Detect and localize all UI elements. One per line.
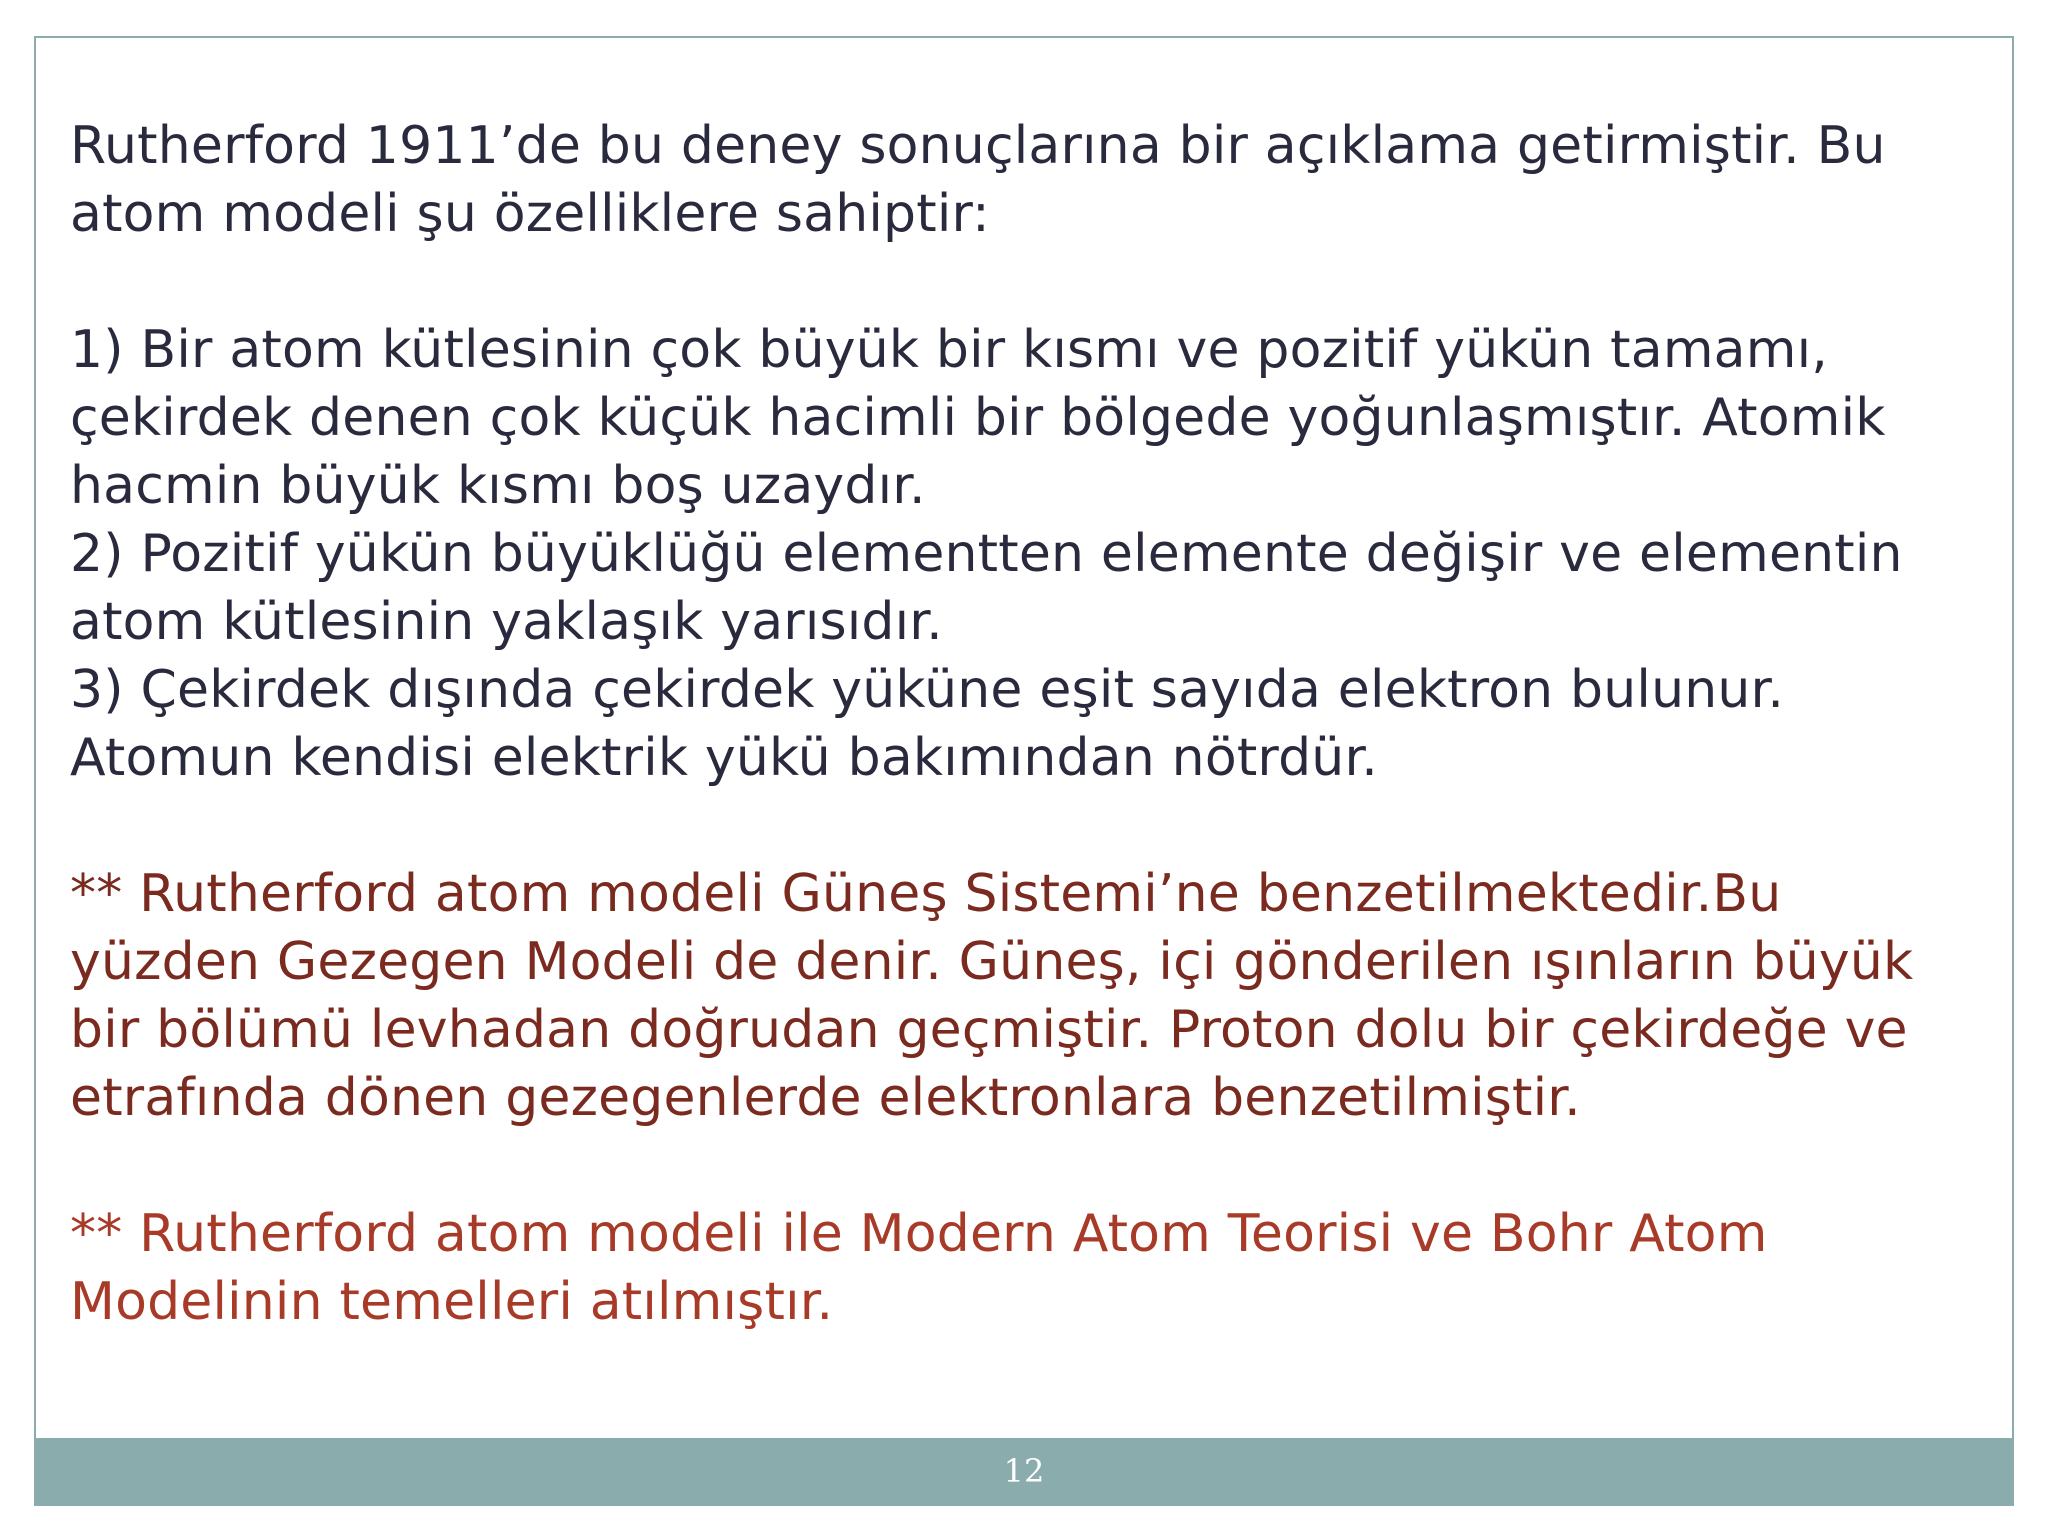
footer-bar — [34, 1438, 2014, 1504]
point-1: 1) Bir atom kütlesinin çok büyük bir kısmı ve pozitif yükün tamamı, çekirdek denen çok küçük hacimli bir bölgede yoğunlaşmıştır. Atomik hacmin büyük kısmı boş uzaydır. — [70, 320, 1886, 516]
intro-paragraph: Rutherford 1911’de bu deney sonuçlarına bir açıklama getirmiştir. Bu atom modeli şu özelliklere sahiptir: — [70, 116, 1886, 244]
point-3: 3) Çekirdek dışında çekirdek yüküne eşit sayıda elektron bulunur. Atomun kendisi elektrik yükü bakımından nötrdür. — [70, 660, 1785, 788]
planetary-model-note: ** Rutherford atom modeli Güneş Sistemi’ne benzetilmektedir.Bu yüzden Gezegen Modeli de denir. Güneş, içi gönderilen ışınların büyük bir bölümü levhadan doğrudan geçmiştir. Proton dolu bir çekirdeğe ve etrafında dönen gezegenlerde elektronlara benzetilmiştir. — [70, 864, 1914, 1128]
spacer — [70, 248, 1970, 316]
page-number: 12 — [1003, 1452, 1045, 1490]
spacer — [70, 1132, 1970, 1200]
modern-theory-note: ** Rutherford atom modeli ile Modern Atom Teorisi ve Bohr Atom Modelinin temelleri atılmıştır. — [70, 1204, 1768, 1332]
point-2: 2) Pozitif yükün büyüklüğü elementten elemente değişir ve elementin atom kütlesinin yaklaşık yarısıdır. — [70, 524, 1903, 652]
spacer — [70, 792, 1970, 860]
slide-content — [70, 112, 1970, 1336]
